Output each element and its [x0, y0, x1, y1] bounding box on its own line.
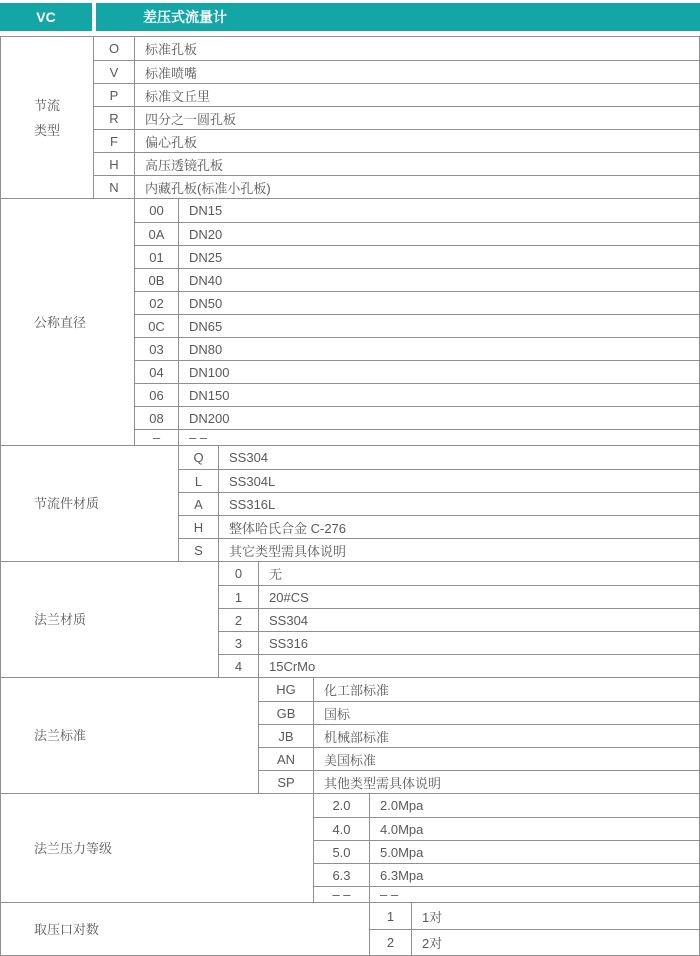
table-row: [314, 794, 699, 817]
option-description: 4.0Mpa: [380, 821, 424, 837]
option-description: 15CrMo: [269, 658, 316, 674]
section-label-text: 法兰标准: [34, 728, 87, 743]
option-code: H: [179, 516, 219, 538]
table-row: [94, 175, 699, 198]
section-rows: [369, 903, 699, 955]
option-description: 机械部标准: [324, 729, 390, 745]
option-code: SP: [259, 771, 314, 793]
table-row: [135, 429, 699, 445]
section-flange-material: [1, 561, 699, 677]
option-description: SS316L: [229, 496, 276, 512]
section-label-text: 类型: [34, 122, 61, 138]
option-description: DN40: [189, 272, 223, 288]
table-row: [135, 222, 699, 245]
option-description: DN100: [189, 364, 230, 380]
option-description: 6.3Mpa: [380, 867, 424, 883]
option-description: DN20: [189, 226, 223, 242]
option-description: – –: [380, 887, 399, 902]
table-header-row: [0, 3, 700, 31]
table-row: [179, 446, 699, 469]
table-row: [314, 817, 699, 840]
option-code: 3: [219, 632, 259, 654]
option-code: 2.0: [314, 794, 370, 817]
section-flange-standard: [1, 677, 699, 793]
option-description: 2对: [422, 936, 443, 951]
section-nominal-diameter: [1, 198, 699, 445]
option-description: 整体哈氏合金 C-276: [229, 520, 347, 536]
table-row: [94, 83, 699, 106]
option-code: 08: [135, 407, 179, 429]
option-code: –: [135, 430, 179, 445]
option-description: 偏心孔板: [145, 134, 198, 150]
table-row: [179, 538, 699, 561]
table-row: [219, 608, 699, 631]
option-code: 06: [135, 384, 179, 406]
header-product-name: 差压式流量计: [96, 3, 700, 31]
section-label: [1, 903, 369, 955]
table-row: [259, 701, 699, 724]
option-code: – –: [314, 887, 370, 902]
table-row: [259, 678, 699, 701]
table-row: [135, 268, 699, 291]
table-row: [94, 129, 699, 152]
option-description: 标准喷嘴: [145, 65, 198, 81]
option-code: 5.0: [314, 841, 370, 863]
option-description: DN80: [189, 341, 223, 357]
option-description: 标准文丘里: [145, 88, 211, 104]
option-code: Q: [179, 446, 219, 469]
option-description: 美国标准: [324, 752, 377, 768]
section-label-text: 公称直径: [34, 314, 87, 330]
table-row: [314, 886, 699, 902]
section-throttle-element-material: [1, 445, 699, 561]
option-code: 1: [370, 903, 412, 929]
option-description: 20#CS: [269, 589, 309, 605]
table-row: [219, 631, 699, 654]
option-code: 4: [219, 655, 259, 677]
option-code: R: [94, 107, 135, 129]
table-row: [135, 337, 699, 360]
table-row: [135, 291, 699, 314]
option-code: GB: [259, 702, 314, 724]
table-row: [179, 469, 699, 492]
option-code: S: [179, 539, 219, 561]
table-row: [179, 492, 699, 515]
table-row: [94, 106, 699, 129]
table-body: [0, 36, 700, 956]
option-code: 03: [135, 338, 179, 360]
option-code: 6.3: [314, 864, 370, 886]
option-code: 02: [135, 292, 179, 314]
table-row: [259, 747, 699, 770]
option-code: N: [94, 176, 135, 198]
section-throttle-type: [1, 36, 699, 198]
header-model-code: VC: [0, 3, 92, 31]
section-label-text: 法兰压力等级: [34, 840, 113, 856]
table-row: [219, 585, 699, 608]
table-row: [314, 863, 699, 886]
section-label: [1, 199, 134, 445]
table-row: [135, 314, 699, 337]
section-rows: [178, 446, 699, 561]
option-description: DN25: [189, 249, 223, 265]
option-code: P: [94, 84, 135, 106]
table-row: [135, 383, 699, 406]
option-description: DN50: [189, 295, 223, 311]
option-code: JB: [259, 725, 314, 747]
option-description: 无: [269, 567, 283, 582]
option-code: 01: [135, 246, 179, 268]
option-code: AN: [259, 748, 314, 770]
option-description: 其它类型需具体说明: [229, 543, 347, 559]
option-code: H: [94, 153, 135, 175]
section-label-text: 取压口对数: [34, 921, 100, 937]
table-row: [135, 406, 699, 429]
section-flange-pressure-rating: [1, 793, 699, 902]
table-row: [314, 840, 699, 863]
option-description: 标准孔板: [145, 42, 198, 57]
option-code: 04: [135, 361, 179, 383]
table-row: [370, 903, 699, 929]
option-description: SS304: [269, 612, 309, 628]
section-label: [1, 562, 218, 677]
table-row: [135, 245, 699, 268]
table-row: [135, 199, 699, 222]
section-label-text: 法兰材质: [34, 612, 87, 627]
option-code: 00: [135, 199, 179, 222]
section-rows: [258, 678, 699, 793]
option-description: 其他类型需具体说明: [324, 775, 442, 791]
option-description: 高压透镜孔板: [145, 157, 224, 173]
option-code: 2: [370, 930, 412, 955]
option-code: 0C: [135, 315, 179, 337]
option-code: F: [94, 130, 135, 152]
option-code: 0: [219, 562, 259, 585]
table-row: [94, 152, 699, 175]
option-description: 化工部标准: [324, 683, 390, 698]
option-code: V: [94, 61, 135, 83]
table-row: [370, 929, 699, 955]
section-label: [1, 446, 178, 561]
option-description: DN200: [189, 410, 230, 426]
option-description: DN150: [189, 387, 230, 403]
section-label-text: 节流: [34, 97, 61, 113]
option-code: 1: [219, 586, 259, 608]
table-row: [94, 37, 699, 60]
table-row: [259, 770, 699, 793]
section-label: [1, 678, 258, 793]
option-description: DN15: [189, 203, 223, 218]
option-description: 1对: [422, 909, 443, 925]
option-description: SS316: [269, 635, 309, 651]
option-code: 4.0: [314, 818, 370, 840]
option-code: HG: [259, 678, 314, 701]
section-rows: [93, 37, 699, 198]
option-description: SS304L: [229, 473, 276, 489]
section-pressure-tap-pairs: [1, 902, 699, 955]
option-description: SS304: [229, 450, 269, 465]
option-code: L: [179, 470, 219, 492]
option-description: 四分之一圆孔板: [145, 111, 237, 127]
option-description: 内藏孔板(标准小孔板): [145, 180, 271, 196]
section-rows: [218, 562, 699, 677]
option-code: 0A: [135, 223, 179, 245]
section-label: [1, 794, 313, 902]
table-row: [219, 562, 699, 585]
option-code: 0B: [135, 269, 179, 291]
table-row: [219, 654, 699, 677]
table-row: [135, 360, 699, 383]
option-description: 国标: [324, 706, 351, 722]
section-label-text: 节流件材质: [34, 496, 100, 511]
option-code: O: [94, 37, 135, 60]
option-description: 5.0Mpa: [380, 844, 424, 860]
option-description: – –: [189, 430, 208, 445]
section-rows: [313, 794, 699, 902]
section-rows: [134, 199, 699, 445]
option-description: 2.0Mpa: [380, 798, 424, 813]
option-code: 2: [219, 609, 259, 631]
option-description: DN65: [189, 318, 223, 334]
table-row: [259, 724, 699, 747]
section-label: [1, 37, 93, 198]
table-row: [94, 60, 699, 83]
table-row: [179, 515, 699, 538]
option-code: A: [179, 493, 219, 515]
